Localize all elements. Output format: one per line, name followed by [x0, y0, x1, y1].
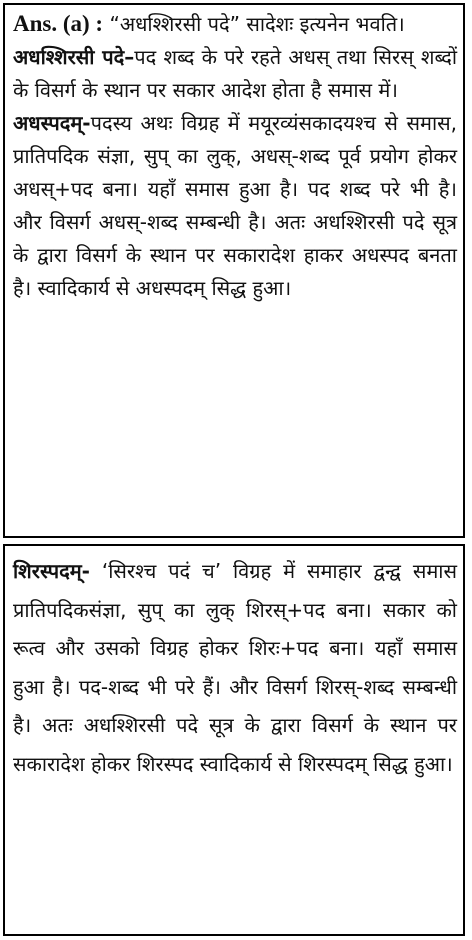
answer-box-top [3, 3, 465, 538]
answer-text: “अधश्शिरसी पदे” सादेशः इत्यनेन भवति। [103, 12, 405, 36]
derivation-shiraspadam-term: शिरस्पदम्- [13, 559, 90, 583]
derivation-adhaspadam [13, 107, 457, 305]
derivation-shiraspadam-text: ‘सिरश्च पदं च’ विग्रह में समाहार द्वन्द्व समास प्रातिपदिकसंज्ञा, सुप् का लुक् शिरस्+पद बना। सकार को रूत्व और उसको विग्रह होकर शिरः+पद बना। यहाँ समास हुआ है। पद-शब्द भी परे हैं। और विसर्ग शिरस्-शब्द सम्बन्धी है। अतः अधश्शिरसी पदे सूत्र के द्वारा विसर्ग के स्थान पर सकारादेश होकर शिरस्पद स्वादिकार्य से शिरस्पदम् सिद्ध हुआ। [13, 559, 457, 776]
answer-box-bottom [3, 544, 465, 936]
derivation-shiraspadam [13, 552, 457, 783]
rule-term: अधश्शिरसी पदे– [13, 45, 135, 69]
answer-label: Ans. (a) : [13, 11, 104, 36]
rule-paragraph [13, 41, 457, 107]
rule-text: पद शब्द के परे रहते अधस् तथा सिरस् शब्दों के विसर्ग के स्थान पर सकार आदेश होता है समास में। [13, 45, 457, 102]
derivation-adhaspadam-text: पदस्य अथः विग्रह में मयूरव्यंसकादयश्च से समास, प्रातिपदिक संज्ञा, सुप् का लुक्, अधस्-शब्द पूर्व प्रयोग होकर अधस्+पद बना। यहाँ समास हुआ है। पद शब्द परे भी है। और विसर्ग अधस्-शब्द सम्बन्धी है। अतः अधश्शिरसी पदे सूत्र के द्वारा विसर्ग के स्थान पर सकारादेश हाकर अधस्पद बनता है। स्वादिकार्य से अधस्पदम् सिद्ध हुआ। [13, 111, 457, 300]
derivation-adhaspadam-term: अधस्पदम्- [13, 111, 91, 135]
answer-paragraph [13, 7, 457, 41]
